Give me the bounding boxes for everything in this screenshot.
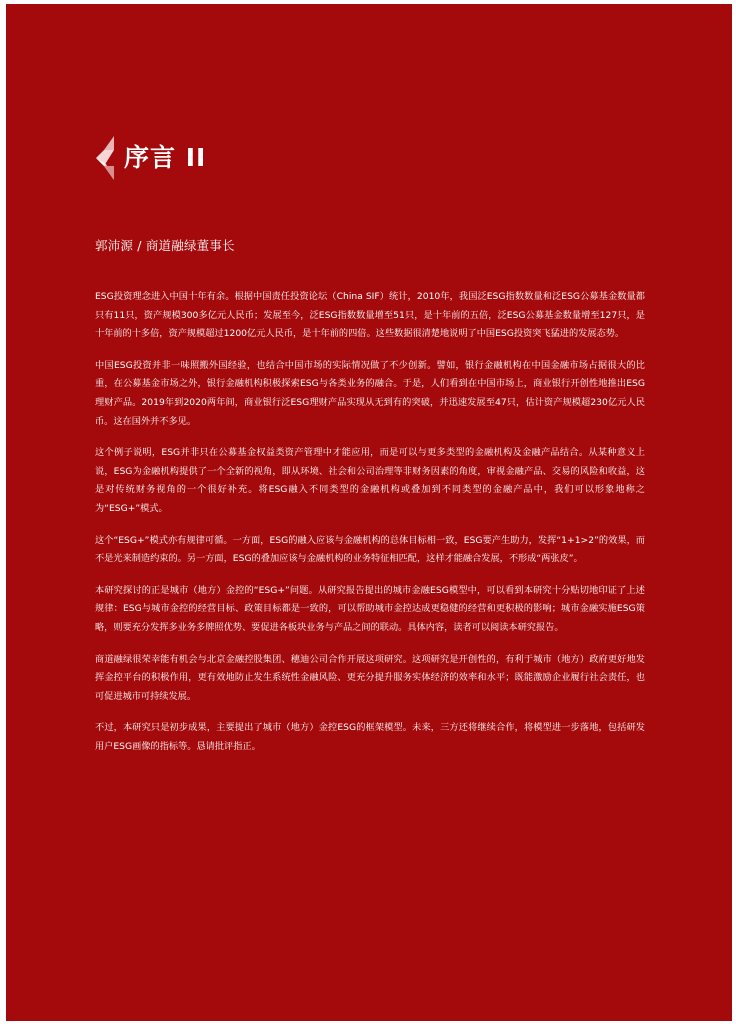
preface-body	[95, 288, 645, 769]
paragraph: 这个例子说明，ESG并非只在公募基金权益类资产管理中才能应用，而是可以与更多类型的金融机构及金融产品结合。从某种意义上说，ESG为金融机构提供了一个全新的视角，即从环境、社会和公司治理等非财务因素的角度，审视金融产品、交易的风险和收益，这是对传统财务视角的一个很好补充。将ESG融入不同类型的金融机构或叠加到不同类型的金融产品中，我们可以形象地称之为“ESG+”模式。	[95, 447, 645, 514]
page-title: 序言 II	[124, 143, 207, 172]
paragraph: ESG投资理念进入中国十年有余。根据中国责任投资论坛（China SIF）统计，2010年，我国泛ESG指数数量和泛ESG公募基金数量都只有11只，资产规模300多亿元人民币；发展至今，泛ESG指数数量增至51只，是十年前的五倍，泛ESG公募基金数量增至127只，是十年前的十多倍，资产规模超过1200亿元人民币，是十年前的四倍。这些数据很清楚地说明了中国ESG投资突飞猛进的发展态势。	[95, 291, 645, 340]
paragraph: 本研究探讨的正是城市（地方）金控的“ESG+”问题。从研究报告提出的城市金融ESG模型中，可以看到本研究十分贴切地印证了上述规律：ESG与城市金控的经营目标、政策目标都是一致的，可以帮助城市金控达成更稳健的经营和更积极的影响；城市金融实施ESG策略，则要充分发挥多业务多牌照优势、要促进各板块业务与产品之间的联动。具体内容，读者可以阅读本研究报告。	[95, 584, 645, 633]
paragraph: 商道融绿很荣幸能有机会与北京金融控股集团、穗迪公司合作开展这项研究。这项研究是开创性的，有利于城市（地方）政府更好地发挥金控平台的积极作用，更有效地防止发生系统性金融风险、更充分提升服务实体经济的效率和水平；既能激励企业履行社会责任，也可促进城市可持续发展。	[95, 653, 645, 702]
chevron-logo-icon	[96, 136, 114, 180]
paragraph: 这个“ESG+”模式亦有规律可循。一方面，ESG的融入应该与金融机构的总体目标相一致，ESG要产生助力，发挥“1+1>2”的效果，而不是光来制造约束的。另一方面，ESG的叠加应该与金融机构的业务特征相匹配，这样才能融合发展，不形成“两张皮”。	[95, 534, 645, 565]
preface-heading	[96, 136, 206, 180]
paragraph: 不过，本研究只是初步成果，主要提出了城市（地方）金控ESG的框架模型。未来，三方还将继续合作，将模型进一步落地，包括研发用户ESG画像的指标等。恳请批评指正。	[95, 722, 645, 752]
page-background	[6, 4, 732, 1021]
author-line: 郭沛源 / 商道融绿董事长	[95, 238, 235, 253]
paragraph: 中国ESG投资并非一味照搬外国经验，也结合中国市场的实际情况做了不少创新。譬如，银行金融机构在中国金融市场占据很大的比重，在公募基金市场之外，银行金融机构积极探索ESG与各类业务的融合。于是，人们看到在中国市场上，商业银行开创性地推出ESG理财产品。2019年到2020两年间，商业银行泛ESG理财产品实现从无到有的突破，并迅速发展至47只，估计资产规模超230亿元人民币。这在国外并不多见。	[95, 359, 645, 427]
